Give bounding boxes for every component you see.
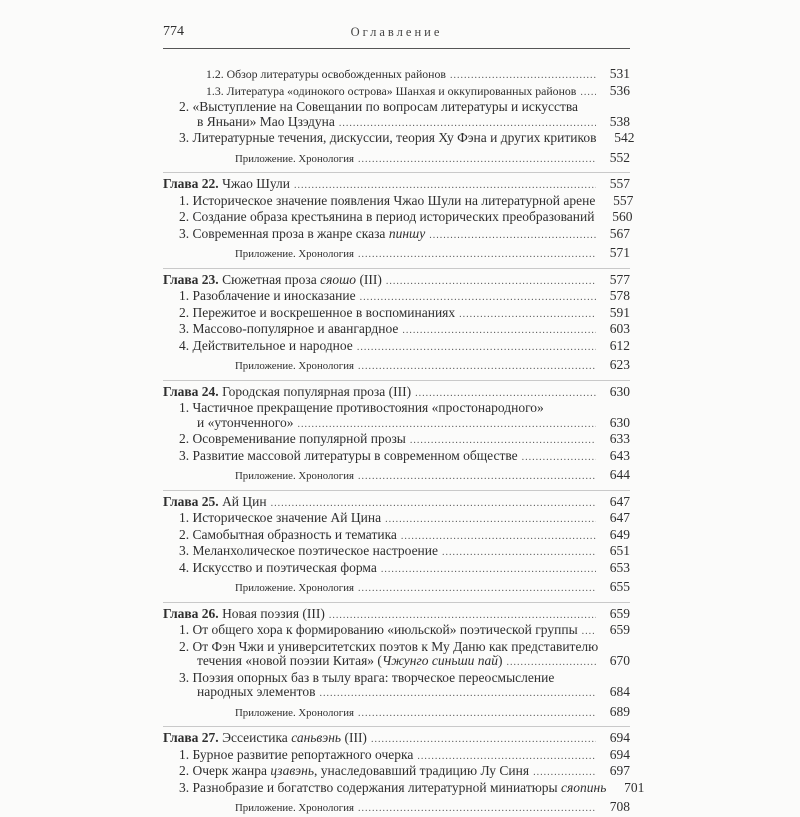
toc-entry-item <box>163 685 630 702</box>
entry-page-number: 694 <box>609 730 630 745</box>
entry-title <box>235 359 354 374</box>
entry-title <box>179 640 598 655</box>
entry-title-segment: 2. Самобытная образность и тематика <box>179 526 397 542</box>
entry-page-number: 633 <box>609 431 630 446</box>
entry-title-segment: 2. «Выступление на Совещании по вопросам литературы и искусства <box>179 99 579 114</box>
entry-title-segment: 1. Частичное прекращение противостояния «простонародного» <box>179 400 544 415</box>
toc-entry-item <box>163 192 634 211</box>
entry-title-segment: 4. Искусство и поэтическая форма <box>179 559 377 575</box>
entry-title-segment: 3. Поэзия опорных баз в тылу врага: творческое переосмысление <box>179 669 555 685</box>
entry-page-number: 557 <box>609 176 630 191</box>
dot-leader <box>358 470 596 485</box>
entry-title <box>206 84 576 99</box>
entry-title-segment: саньвэнь <box>291 730 342 745</box>
dot-leader <box>358 248 596 263</box>
entry-title-segment: народных элементов <box>197 684 316 699</box>
entry-title-segment: Приложение. Хронология <box>235 582 354 594</box>
dot-leader <box>386 275 596 290</box>
entry-title-segment: Сюжетная проза <box>222 271 321 287</box>
toc-entry-chapter <box>163 385 630 402</box>
entry-title <box>235 581 354 596</box>
toc-entry-item <box>163 322 630 339</box>
entry-title <box>179 511 381 526</box>
entry-page-number: 612 <box>609 337 630 353</box>
entry-title-segment: Приложение. Хронология <box>235 802 354 814</box>
toc-entry-item <box>163 764 630 781</box>
toc-entry-item <box>163 640 630 655</box>
entry-title-segment: цзавэнь <box>270 763 314 778</box>
entry-page-number: 647 <box>609 493 630 509</box>
entry-title-segment: 1. Бурное развитие репортажного очерка <box>179 746 414 762</box>
entry-page-number: 557 <box>613 192 634 208</box>
entry-title <box>179 544 438 559</box>
entry-title-segment: 3. Массово-популярное и авангардное <box>179 321 399 336</box>
entry-title <box>179 194 595 209</box>
toc-entry-chapter <box>163 607 630 624</box>
dot-leader <box>358 360 596 375</box>
chapter-label: Глава 22. <box>163 176 219 191</box>
entry-title-segment: течения «новой поэзии Китая» ( <box>197 653 382 668</box>
toc-entry-item <box>163 209 633 227</box>
entry-title-segment: Приложение. Хронология <box>235 360 354 372</box>
entry-title-segment: 1. Историческое значение появления Чжао Шули на литературной арене <box>179 192 596 208</box>
chapter-label: Глава 25. <box>163 493 219 509</box>
entry-page-number: 630 <box>609 414 630 430</box>
toc-section <box>163 268 630 375</box>
toc-entry-item <box>163 623 630 640</box>
table-of-contents <box>163 66 645 817</box>
entry-title-segment: 1. Историческое значение Ай Цина <box>179 510 382 525</box>
entry-title-segment: Приложение. Хронология <box>235 248 354 260</box>
dot-leader <box>507 656 596 671</box>
dot-leader <box>429 229 596 244</box>
toc-entry-item <box>163 449 630 466</box>
dot-leader <box>320 687 596 702</box>
entry-title <box>179 289 356 304</box>
entry-page-number: 577 <box>609 271 630 287</box>
chapter-label: Глава 26. <box>163 605 219 621</box>
entry-title <box>197 416 293 431</box>
toc-entry-app <box>163 468 630 485</box>
entry-title-segment: 3. Разнобразие и богатство содержания литературной миниатюры <box>179 779 562 795</box>
entry-title-segment: 2. Пережитое и воскрешенное в воспоминаниях <box>179 304 456 320</box>
entry-page-number: 659 <box>609 605 630 621</box>
entry-title <box>163 273 382 288</box>
entry-title-segment: 3. Меланхолическое поэтическое настроение <box>179 543 438 558</box>
toc-entry-item <box>163 561 630 578</box>
entry-title <box>163 385 411 400</box>
dot-leader <box>271 497 596 512</box>
entry-title <box>197 115 335 130</box>
toc-entry-app <box>163 580 630 597</box>
entry-title-segment: Городская популярная проза (III) <box>222 383 412 399</box>
chapter-label: Глава 24. <box>163 383 219 399</box>
entry-page-number: 567 <box>609 225 630 241</box>
entry-title-segment: 1. От общего хора к формированию «июльской» поэтической группы <box>179 622 578 637</box>
entry-title <box>179 210 594 225</box>
entry-title-segment: Ай Цин <box>222 493 267 509</box>
entry-title <box>197 654 503 669</box>
entry-title <box>179 561 377 576</box>
entry-page-number: 531 <box>609 66 630 81</box>
running-header <box>163 24 630 49</box>
entry-title-segment: Эссеистика <box>222 730 292 745</box>
dot-leader <box>357 341 596 356</box>
entry-page-number: 591 <box>609 304 630 320</box>
entry-title <box>179 322 398 337</box>
dot-leader <box>385 513 596 528</box>
entry-title-segment: и «утонченного» <box>197 414 294 430</box>
toc-section <box>163 66 635 167</box>
toc-entry-sub <box>163 67 630 84</box>
toc-entry-item <box>163 671 630 686</box>
dot-leader <box>339 117 596 132</box>
dot-leader <box>358 582 596 597</box>
entry-page-number: 630 <box>609 383 630 399</box>
entry-title-segment: ) <box>498 653 503 668</box>
toc-entry-item <box>163 432 630 449</box>
dot-leader <box>401 530 596 545</box>
toc-entry-chapter <box>163 495 630 512</box>
dot-leader <box>371 733 596 748</box>
entry-page-number: 542 <box>614 130 635 145</box>
toc-section <box>163 726 645 817</box>
toc-entry-chapter <box>163 273 630 290</box>
entry-title-segment: 2. Создание образа крестьянина в период исторических преобразований <box>179 209 595 224</box>
entry-page-number: 603 <box>609 321 630 336</box>
entry-title-segment: Чжао Шули <box>222 176 291 191</box>
entry-title <box>235 706 354 721</box>
entry-title <box>163 607 325 622</box>
dot-leader <box>358 802 596 817</box>
toc-entry-app <box>163 358 630 375</box>
entry-title-segment: 2. Очерк жанра <box>179 763 271 778</box>
dot-leader <box>442 546 596 561</box>
entry-page-number: 536 <box>609 82 630 98</box>
entry-title <box>179 781 606 796</box>
entry-title-segment: сяошо <box>320 271 357 287</box>
dot-leader <box>410 434 596 449</box>
entry-title-segment: 1.2. Обзор литературы освобожденных районов <box>206 67 446 81</box>
dot-leader <box>358 153 596 168</box>
toc-entry-item <box>163 779 645 798</box>
toc-entry-item <box>163 130 635 148</box>
entry-title <box>179 623 578 638</box>
toc-entry-item <box>163 339 630 356</box>
dot-leader <box>522 451 596 466</box>
entry-page-number: 670 <box>609 653 630 668</box>
entry-page-number: 653 <box>609 559 630 575</box>
dot-leader <box>381 563 596 578</box>
entry-page-number: 659 <box>609 622 630 637</box>
entry-title <box>179 449 518 464</box>
entry-page-number: 643 <box>609 447 630 463</box>
entry-title-segment: Чжунго синьши пай <box>381 653 499 668</box>
toc-entry-chapter <box>163 731 630 748</box>
entry-page-number: 649 <box>609 526 630 542</box>
entry-title <box>179 432 406 447</box>
dot-leader <box>415 387 596 402</box>
entry-title-segment: 2. Осовременивание популярной прозы <box>179 431 406 446</box>
toc-entry-chapter <box>163 177 630 194</box>
entry-title-segment: Приложение. Хронология <box>235 152 354 165</box>
toc-section <box>163 490 630 597</box>
entry-page-number: 644 <box>609 467 630 482</box>
entry-page-number: 684 <box>609 684 630 699</box>
chapter-label: Глава 23. <box>163 271 219 287</box>
toc-entry-item <box>163 416 630 433</box>
toc-entry-item <box>163 654 630 671</box>
entry-title <box>163 495 267 510</box>
entry-title-segment: Новая поэзия (III) <box>222 605 325 621</box>
page-number: 774 <box>163 24 184 39</box>
toc-entry-item <box>163 401 630 416</box>
toc-entry-app <box>163 151 630 168</box>
entry-page-number: 623 <box>609 357 630 372</box>
entry-title <box>179 764 529 779</box>
dot-leader <box>402 324 596 339</box>
dot-leader <box>417 750 596 765</box>
entry-page-number: 697 <box>609 763 630 778</box>
entry-title <box>179 401 544 416</box>
entry-title <box>179 227 425 242</box>
entry-page-number: 651 <box>609 543 630 558</box>
dot-leader <box>582 625 596 640</box>
dot-leader <box>358 707 596 722</box>
entry-title-segment: Приложение. Хронология <box>235 470 354 482</box>
entry-title <box>163 177 290 192</box>
entry-title <box>179 528 397 543</box>
entry-title-segment: 1. Разоблачение и иносказание <box>179 288 356 303</box>
entry-title <box>179 131 596 146</box>
entry-title <box>179 100 578 115</box>
entry-page-number: 708 <box>609 799 630 814</box>
entry-title-segment: (III) <box>356 271 382 287</box>
entry-title-segment: Приложение. Хронология <box>235 706 354 719</box>
entry-title <box>179 339 353 354</box>
dot-leader <box>580 86 596 101</box>
dot-leader <box>450 69 596 84</box>
dot-leader <box>360 291 596 306</box>
entry-title <box>179 306 455 321</box>
entry-title <box>235 152 354 167</box>
entry-title-segment: , унаследовавший традицию Лу Синя <box>313 763 530 778</box>
entry-title-segment: в Яньани» Мао Цзэдуна <box>197 113 335 129</box>
entry-page-number: 560 <box>612 209 633 224</box>
entry-title-segment: 1.3. Литература «одинокого острова» Шанхая и оккупированных районов <box>206 83 577 98</box>
toc-section <box>163 602 630 722</box>
entry-title <box>235 801 354 816</box>
entry-page-number: 571 <box>609 245 630 260</box>
toc-entry-sub <box>163 84 630 101</box>
toc-entry-item <box>163 100 630 115</box>
toc-entry-item <box>163 544 630 561</box>
entry-page-number: 647 <box>609 510 630 525</box>
entry-page-number: 689 <box>609 703 630 719</box>
entry-title-segment: 2. От Фэн Чжи и университетских поэтов к Му Даню как представителю <box>179 638 599 654</box>
entry-page-number: 578 <box>609 288 630 303</box>
dot-leader <box>329 609 596 624</box>
running-title: Оглавление <box>350 25 443 39</box>
entry-title-segment: сяопинь <box>561 779 607 795</box>
dot-leader <box>459 308 596 323</box>
entry-title-segment: 4. Действительное и народное <box>179 337 353 353</box>
entry-title <box>197 685 316 700</box>
toc-entry-item <box>163 306 630 323</box>
entry-page-number: 538 <box>609 113 630 129</box>
entry-title-segment: (III) <box>341 730 367 745</box>
dot-leader <box>294 179 596 194</box>
entry-title <box>206 67 446 82</box>
entry-page-number: 701 <box>624 779 645 795</box>
entry-title <box>235 247 354 262</box>
toc-entry-item <box>163 511 630 528</box>
entry-page-number: 552 <box>609 149 630 165</box>
toc-entry-item <box>163 115 630 132</box>
entry-page-number: 694 <box>609 746 630 762</box>
entry-title-segment: 3. Развитие массовой литературы в современном обществе <box>179 447 518 463</box>
entry-title-segment: 3. Литературные течения, дискуссии, теория Ху Фэна и других критиков <box>179 130 597 145</box>
chapter-label: Глава 27. <box>163 730 219 745</box>
entry-title <box>235 469 354 484</box>
toc-entry-app <box>163 705 630 722</box>
entry-title-segment: 3. Современная проза в жанре сказа <box>179 225 389 241</box>
entry-title <box>179 748 413 763</box>
entry-title <box>163 731 367 746</box>
toc-entry-item <box>163 289 630 306</box>
toc-entry-app <box>163 246 630 263</box>
toc-section <box>163 380 630 485</box>
dot-leader <box>297 418 596 433</box>
toc-entry-app <box>163 800 630 817</box>
toc-section <box>163 172 634 263</box>
entry-page-number: 655 <box>609 579 630 594</box>
toc-entry-item <box>163 227 630 244</box>
toc-entry-item <box>163 528 630 545</box>
entry-title-segment: пиншу <box>388 225 426 241</box>
toc-entry-item <box>163 748 630 765</box>
entry-title <box>179 671 554 686</box>
dot-leader <box>533 766 596 781</box>
